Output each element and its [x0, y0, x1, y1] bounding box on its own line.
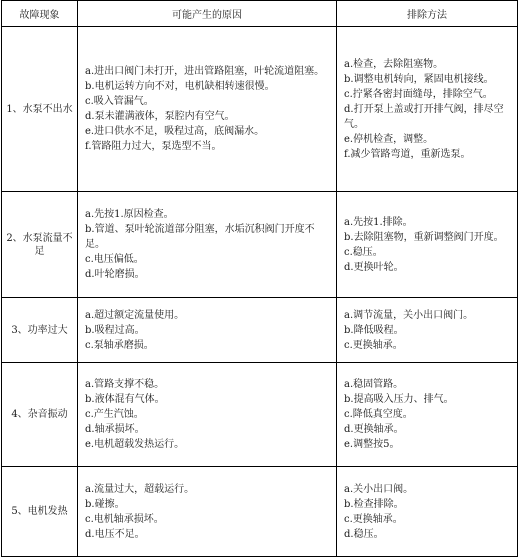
cause-list: [78, 363, 337, 467]
fault-symptom: 5、电机发热: [2, 467, 78, 557]
fix-item: d.更换轴承。: [344, 424, 404, 435]
fix-list: [337, 467, 518, 557]
cause-item: d.轴承损坏。: [85, 424, 145, 435]
fix-list: [337, 192, 518, 298]
fix-item: d.更换叶轮。: [344, 261, 404, 273]
cause-list: [78, 192, 337, 298]
fix-item: c.更换轴承。: [344, 513, 403, 525]
cause-item: c.电机轴承损坏。: [85, 513, 164, 525]
fix-item: c.降低真空度。: [344, 409, 413, 420]
cause-item: b.吸程过高。: [85, 324, 145, 336]
cause-list: [78, 27, 337, 192]
fault-symptom: 1、水泵不出水: [2, 27, 78, 192]
cause-item: c.产生汽蚀。: [85, 409, 144, 420]
cause-item: a.进出口阀门未打开，进出管路阻塞，叶轮流道阻塞。: [85, 66, 325, 77]
fix-item: b.检查排除。: [344, 498, 404, 510]
fix-item: b.去除阻塞物，重新调整阀门开度。: [344, 231, 504, 243]
fix-item: e.调整按5。: [344, 439, 400, 450]
fix-item: a.关小出口阀。: [344, 483, 414, 495]
troubleshooting-table: [1, 0, 518, 557]
cause-item: d.电压不足。: [85, 528, 145, 540]
cause-item: b.电机运转方向不对，电机缺相转速很慢。: [85, 81, 275, 92]
cause-item: e.电机超载发热运行。: [85, 439, 185, 450]
fault-symptom: 2、水泵流量不足: [2, 192, 78, 298]
fix-item: c.拧紧各密封面缝母，排除空气。: [344, 88, 493, 100]
fix-list: [337, 363, 518, 467]
fix-item: b.调整电机转向，紧固电机接线。: [344, 73, 494, 85]
table-row: [2, 27, 518, 192]
fix-item: e.停机检查，调整。: [344, 133, 434, 145]
fix-item: f.减少管路弯道，重新选泵。: [344, 148, 471, 160]
cause-item: e.进口供水不足，吸程过高，底阀漏水。: [85, 126, 265, 137]
cause-item: a.流量过大，超载运行。: [85, 483, 195, 495]
cause-item: b.碰擦。: [85, 498, 125, 510]
fix-list: [337, 27, 518, 192]
cause-item: c.电压偏低。: [85, 254, 144, 265]
header-fixes: 排除方法: [337, 1, 518, 27]
cause-item: a.先按1.原因检查。: [85, 209, 174, 220]
table-header-row: [2, 1, 518, 27]
fix-item: a.稳固管路。: [344, 379, 404, 390]
cause-item: b.液体混有气体。: [85, 394, 165, 405]
fix-item: b.降低吸程。: [344, 324, 404, 336]
fix-item: d.稳压。: [344, 528, 384, 540]
table-row: [2, 363, 518, 467]
cause-item: d.叶轮磨损。: [85, 269, 145, 280]
cause-item: c.泵轴承磨损。: [85, 339, 154, 351]
fix-item: a.检查，去除阻塞物。: [344, 58, 444, 70]
fix-item: c.更换轴承。: [344, 339, 403, 351]
header-symptom: 故障现象: [2, 1, 78, 27]
cause-list: [78, 467, 337, 557]
table-row: [2, 467, 518, 557]
cause-item: d.泵未灌满液体，泵腔内有空气。: [85, 111, 235, 122]
fault-symptom: 3、功率过大: [2, 298, 78, 363]
cause-item: c.吸入管漏气。: [85, 96, 154, 107]
fix-item: b.提高吸入压力、排气。: [344, 394, 454, 405]
cause-list: [78, 298, 337, 363]
cause-item: a.超过额定流量使用。: [85, 309, 185, 321]
header-causes: 可能产生的原因: [78, 1, 337, 27]
fault-symptom: 4、杂音振动: [2, 363, 78, 467]
cause-item: b.管道、泵叶轮流道部分阻塞，水垢沉积阀门开度不足。: [85, 224, 315, 250]
fix-item: a.调节流量，关小出口阀门。: [344, 309, 474, 321]
table-row: [2, 192, 518, 298]
fix-item: c.稳压。: [344, 246, 383, 258]
fix-item: d.打开泵上盖或打开排气阀，排尽空气。: [344, 103, 504, 130]
fix-list: [337, 298, 518, 363]
table-row: [2, 298, 518, 363]
fix-item: a.先按1.排除。: [344, 216, 413, 228]
cause-item: f.管路阻力过大，泵选型不当。: [85, 141, 222, 152]
cause-item: a.管路支撑不稳。: [85, 379, 165, 390]
